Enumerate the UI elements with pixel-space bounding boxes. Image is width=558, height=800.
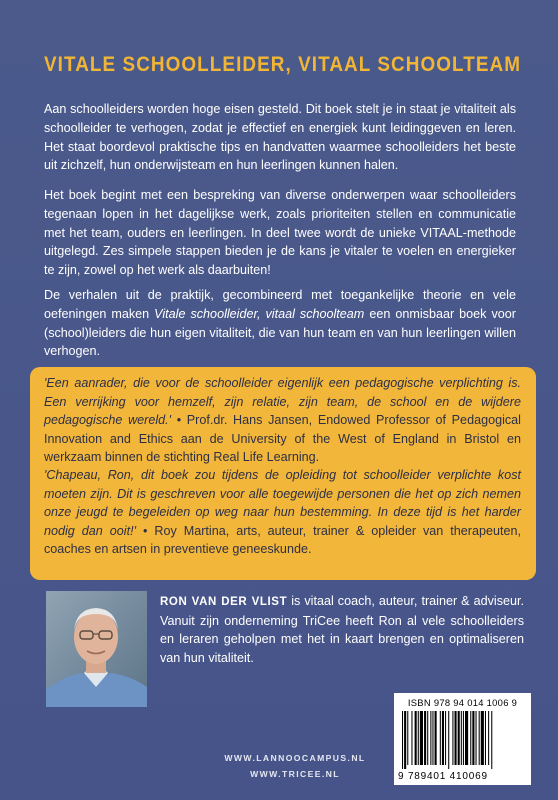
barcode-bar bbox=[440, 711, 441, 765]
barcode-bar bbox=[402, 711, 403, 769]
endorsement-quote bbox=[44, 466, 521, 559]
barcode-bar bbox=[427, 711, 428, 765]
barcode-bar bbox=[442, 711, 444, 765]
barcode bbox=[394, 693, 531, 785]
quote-text: 'Chapeau, Ron, dit boek zou tijdens de opleiding tot schoolleider verplichte kost moeten zijn. Dit is geschreven voor alle toegewijde personen die het op zich nemen onze jeugd te begeleiden op weg naar hun bestemming. In deze tijd is het harder nodig dan ooit!' bbox=[44, 468, 521, 538]
barcode-bar bbox=[479, 711, 480, 765]
isbn-number: ISBN 978 94 014 1006 9 bbox=[407, 697, 518, 708]
barcode-bar bbox=[404, 711, 406, 769]
website-author: WWW.TRICEE.NL bbox=[250, 769, 340, 779]
content-paragraph: Het boek begint met een bespreking van diverse onderwerpen waar schoolleiders tegenaan lopen in het dagelijkse werk, zoals prioriteiten stellen en communicatie met het team, ouders en leerlingen. In deel twee wordt de unieke VITAAL-methode uitgelegd. Zes simpele stappen bieden je de kans je vitaler te voelen en energieker te zijn, zowel op het werk als daarbuiten! bbox=[44, 188, 516, 278]
barcode-bar bbox=[418, 711, 419, 765]
author-bio bbox=[160, 592, 524, 667]
barcode-bar bbox=[448, 711, 449, 769]
barcode-bar bbox=[445, 711, 446, 765]
summary-text-end: een onmisbaar boek voor (school)leiders die hun eigen vitaliteit, die van hun team en van hun leerlingen willen verhogen. bbox=[44, 306, 516, 359]
barcode-bar bbox=[476, 711, 477, 765]
barcode-bar bbox=[461, 711, 462, 765]
author-description: is vitaal coach, auteur, trainer & adviseur. Vanuit zijn onderneming TriCee heeft Ron al vele schoolleiders en leraren geholpen met het in kaart brengen en optimaliseren van hun vitaliteit. bbox=[160, 594, 525, 665]
barcode-bar bbox=[488, 711, 489, 765]
barcode-bar bbox=[455, 711, 457, 765]
barcode-bar bbox=[420, 711, 423, 765]
intro-paragraph: Aan schoolleiders worden hoge eisen gesteld. Dit boek stelt je in staat je vitaliteit als schoolleider te verhogen, zodat je effectief en energiek kunt leidinggeven en leren. Het staat boordevol praktische tips en handvatten waarmee schoolleiders het beste uit zichzelf, hun onderwijsteam en hun leerlingen kunnen halen. bbox=[44, 102, 516, 173]
barcode-bar bbox=[481, 711, 484, 765]
barcode-bar bbox=[465, 711, 468, 765]
barcode-bar bbox=[435, 711, 437, 765]
book-title: VITALE SCHOOLLEIDER, VITAAL SCHOOLTEAM bbox=[44, 52, 522, 76]
barcode-bar bbox=[424, 711, 426, 765]
quote-attribution: • Prof.dr. Hans Jansen, Endowed Professor of Pedagogical Innovation and Ethics aan de University of the West of England in Bristol en werkzaam binnen de stichting Real Life Learning. bbox=[44, 413, 521, 465]
barcode-bar bbox=[472, 711, 474, 765]
barcode-bar bbox=[430, 711, 431, 765]
barcode-bar bbox=[470, 711, 471, 765]
endorsement-quote bbox=[44, 374, 521, 467]
barcode-bar bbox=[411, 711, 412, 765]
barcode-bar bbox=[407, 711, 408, 765]
summary-text-start: De verhalen uit de praktijk, gecombineerd met toegankelijke theorie en vele oefeningen maken bbox=[44, 288, 516, 321]
barcode-bar bbox=[491, 711, 492, 769]
barcode-bar bbox=[485, 711, 486, 765]
barcode-bar bbox=[463, 711, 464, 765]
barcode-bar bbox=[452, 711, 453, 765]
website-publisher: WWW.LANNOOCAMPUS.NL bbox=[224, 753, 366, 763]
author-name: RON VAN DER VLIST bbox=[160, 596, 288, 608]
summary-paragraph bbox=[44, 286, 516, 361]
barcode-bar bbox=[432, 711, 433, 765]
ean-number: 9 789401 410069 bbox=[398, 771, 488, 782]
summary-book-title: Vitale schoolleider, vitaal schoolteam bbox=[154, 306, 365, 321]
barcode-bar bbox=[415, 711, 417, 765]
barcode-bars bbox=[402, 711, 523, 769]
barcode-bar bbox=[458, 711, 460, 765]
quote-attribution: • Roy Martina, arts, auteur, trainer & opleider van therapeuten, coaches en artsen in preventieve geneeskunde. bbox=[44, 523, 521, 557]
author-photo bbox=[46, 591, 147, 707]
quote-text: 'Een aanrader, die voor de schoolleider eigenlijk een pedagogische verplichting is. Een verrijking voor hemzelf, zijn relatie, zijn team, de school en de wijdere pedagogische wereld.' bbox=[44, 376, 521, 428]
